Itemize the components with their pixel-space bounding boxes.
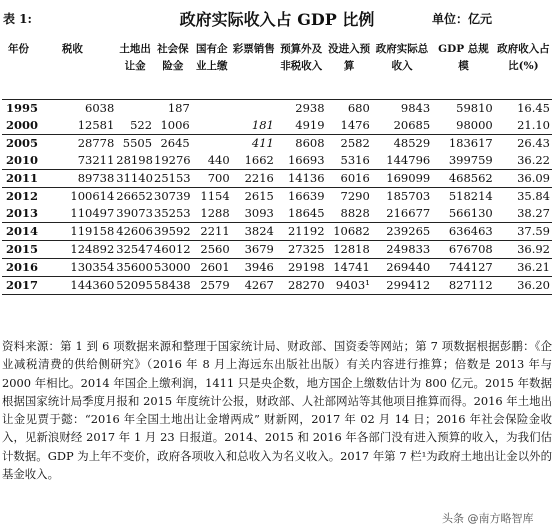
table-cell: 3824 xyxy=(232,223,276,241)
table-cell: 700 xyxy=(192,170,232,188)
table-cell: 110497 xyxy=(56,205,116,223)
table-cell: 48529 xyxy=(393,136,431,150)
table-cell: 26.43 xyxy=(517,136,550,150)
table-cell: 299412 xyxy=(372,277,432,295)
table-cell: 2579 xyxy=(192,277,232,295)
table-cell: 269440 xyxy=(372,259,432,277)
table-cell: 58438 xyxy=(154,277,192,295)
unit-label: 单位：亿元 xyxy=(432,12,493,26)
table-cell: 187 xyxy=(167,101,190,115)
table-cell: 12818 xyxy=(327,241,372,259)
table-row xyxy=(2,259,552,277)
col-header-social: 社会保险金 xyxy=(154,38,192,100)
table-cell: 399759 xyxy=(432,152,495,170)
table-cell: 73211 xyxy=(56,152,116,170)
table-cell: 16639 xyxy=(287,189,325,203)
table-cell: 6038 xyxy=(85,101,115,115)
table-title: 政府实际收入占 GDP 比例 xyxy=(179,10,375,29)
table-cell: 2938 xyxy=(295,101,325,115)
table-cell: 19276 xyxy=(154,152,192,170)
header-row xyxy=(2,38,552,100)
table-cell: 35253 xyxy=(154,205,192,223)
table-cell: 2582 xyxy=(340,136,370,150)
table-cell: 144360 xyxy=(56,277,116,295)
year-cell: 2013 xyxy=(2,205,56,223)
table-cell: 3679 xyxy=(232,241,276,259)
table-cell: 239265 xyxy=(372,223,432,241)
table-cell: 522 xyxy=(116,117,154,135)
table-body xyxy=(2,100,552,295)
table-cell: 1476 xyxy=(327,117,372,135)
year-cell: 2000 xyxy=(2,117,56,135)
table-cell: 566130 xyxy=(432,205,495,223)
table-cell: 827112 xyxy=(432,277,495,295)
table-cell: 468562 xyxy=(432,170,495,188)
table-cell: 36.22 xyxy=(495,152,552,170)
table-row xyxy=(2,135,552,153)
table-cell: 8608 xyxy=(295,136,325,150)
table-cell xyxy=(192,117,232,135)
col-header-ratio: 政府收入占比(%) xyxy=(495,38,552,100)
table-cell: 14136 xyxy=(276,170,327,188)
table-cell: 2615 xyxy=(244,189,274,203)
table-cell: 59810 xyxy=(456,101,493,115)
table-cell: 16.45 xyxy=(517,101,550,115)
col-header-extrabudget: 预算外及非税收入 xyxy=(276,38,327,100)
table-cell: 680 xyxy=(347,101,370,115)
table-cell: 2211 xyxy=(192,223,232,241)
table-cell: 35600 xyxy=(116,259,154,277)
col-header-gdp: GDP 总规模 xyxy=(432,38,495,100)
table-cell: 42606 xyxy=(116,223,154,241)
revenue-table xyxy=(2,38,552,295)
table-cell: 636463 xyxy=(432,223,495,241)
table-cell: 10682 xyxy=(327,223,372,241)
table-cell: 1006 xyxy=(154,117,192,135)
table-cell: 2560 xyxy=(192,241,232,259)
table-cell: 9843 xyxy=(400,101,431,115)
table-cell: 3093 xyxy=(232,205,276,223)
table-row xyxy=(2,277,552,295)
table-cell: 21192 xyxy=(276,223,327,241)
table-cell: 216677 xyxy=(372,205,432,223)
table-cell: 6016 xyxy=(327,170,372,188)
table-cell: 53000 xyxy=(154,259,192,277)
table-cell: 411 xyxy=(251,136,274,150)
table-cell: 2216 xyxy=(232,170,276,188)
table-cell: 3946 xyxy=(232,259,276,277)
table-cell: 25153 xyxy=(154,170,192,188)
table-cell: 1154 xyxy=(200,189,230,203)
table-cell: 36.09 xyxy=(495,170,552,188)
col-header-soe: 国有企业上缴 xyxy=(192,38,232,100)
table-row xyxy=(2,117,552,135)
table-cell: 16693 xyxy=(276,152,327,170)
year-cell: 2012 xyxy=(6,189,39,203)
table-cell: 1288 xyxy=(192,205,232,223)
table-cell: 31140 xyxy=(116,170,154,188)
table-cell: 30739 xyxy=(154,189,191,203)
table-cell: 2601 xyxy=(192,259,232,277)
table-cell: 39073 xyxy=(116,205,154,223)
table-cell xyxy=(192,135,232,153)
table-cell: 1662 xyxy=(232,152,276,170)
table-cell: 440 xyxy=(192,152,232,170)
table-row xyxy=(2,170,552,188)
year-cell: 2005 xyxy=(6,136,39,150)
year-cell: 2015 xyxy=(2,241,56,259)
table-cell: 36.21 xyxy=(495,259,552,277)
table-cell: 2645 xyxy=(160,136,190,150)
watermark: 头条 @南方略智库 xyxy=(442,512,534,525)
table-cell: 100614 xyxy=(70,189,115,203)
table-cell: 518214 xyxy=(448,189,493,203)
table-cell: 185703 xyxy=(386,189,431,203)
table-row xyxy=(2,241,552,259)
table-cell: 27325 xyxy=(276,241,327,259)
table-cell xyxy=(192,100,232,118)
table-cell: 38.27 xyxy=(495,205,552,223)
year-cell: 2011 xyxy=(2,170,56,188)
table-cell: 29198 xyxy=(276,259,327,277)
source-notes: 资料来源：第 1 到 6 项数据来源和整理于国家统计局、财政部、国资委等网站；第 7 项数据根据彭鹏：《企业减税清费的供给侧研究》（2016 年 8 月上海远东出版社出版）有关内容进行推算；倍数是 2013 年与 2000 年相比。2014 年国企上缴利润，1411 只是央企数，地方国企上缴数估计为 800 亿元。2015 年数据根据国家统计局季度月报和 2015 年度统计公报，财政部、人社部网站等其他项目推算而得。2016 年土地出让金见贾于懿：“2016 年全国土地出让金增两成” 财新网，2017 年 02 月 14 日；2016 年社会保险金收入，见新浪财经 2017 年 1 月 23 日报道。2014、2015 和 2016 年各部门没有进入预算的收入，为我们估计数据。GDP 为上年不变价，政府各项收入和总收入为名义收入。2017 年第 7 栏¹为政府土地出让金以外的基金收入。 xyxy=(2,339,552,482)
table-cell: 7290 xyxy=(340,189,370,203)
table-cell: 676708 xyxy=(432,241,495,259)
table-cell: 744127 xyxy=(432,259,495,277)
table-cell: 21.10 xyxy=(495,117,552,135)
col-header-offbudget: 没进入预算 xyxy=(327,38,372,100)
year-cell: 1995 xyxy=(6,101,39,115)
table-row xyxy=(2,188,552,206)
col-header-land: 土地出让金 xyxy=(116,38,154,100)
table-header xyxy=(0,6,554,30)
table-row xyxy=(2,223,552,241)
year-cell: 2014 xyxy=(2,223,56,241)
table-cell: 28778 xyxy=(77,136,115,150)
col-header-lottery: 彩票销售 xyxy=(232,38,276,100)
table-cell: 52095 xyxy=(116,277,154,295)
table-cell: 12581 xyxy=(56,117,116,135)
year-cell: 2016 xyxy=(2,259,56,277)
table-row xyxy=(2,100,552,118)
table-cell: 36.92 xyxy=(495,241,552,259)
col-header-total: 政府实际总收入 xyxy=(372,38,432,100)
year-cell: 2010 xyxy=(2,152,56,170)
table-cell: 9403¹ xyxy=(327,277,372,295)
year-cell: 2017 xyxy=(2,277,56,295)
table-cell: 144796 xyxy=(372,152,432,170)
table-cell: 169099 xyxy=(372,170,432,188)
col-header-year: 年份 xyxy=(2,38,56,100)
table-cell: 183617 xyxy=(448,136,493,150)
table-cell: 26652 xyxy=(116,189,153,203)
table-cell xyxy=(232,100,276,118)
table-cell: 36.20 xyxy=(495,277,552,295)
table-cell: 28270 xyxy=(276,277,327,295)
table-cell: 39592 xyxy=(154,223,192,241)
table-cell: 89738 xyxy=(56,170,116,188)
table-row xyxy=(2,152,552,170)
table-number: 表 1: xyxy=(3,12,32,26)
table-cell: 130354 xyxy=(56,259,116,277)
table-cell: 32547 xyxy=(116,241,154,259)
table-row xyxy=(2,205,552,223)
table-cell: 8828 xyxy=(327,205,372,223)
table-cell: 4919 xyxy=(276,117,327,135)
table-cell: 35.84 xyxy=(517,189,550,203)
table-cell: 124892 xyxy=(56,241,116,259)
table-cell: 37.59 xyxy=(495,223,552,241)
table-cell: 119158 xyxy=(56,223,116,241)
table-cell: 28198 xyxy=(116,152,154,170)
table-cell: 46012 xyxy=(154,241,192,259)
table-cell: 20685 xyxy=(372,117,432,135)
table-cell xyxy=(116,100,154,118)
table-cell: 181 xyxy=(232,117,276,135)
table-cell: 18645 xyxy=(276,205,327,223)
col-header-tax: 税收 xyxy=(56,38,116,100)
table-cell: 14741 xyxy=(327,259,372,277)
table-cell: 249833 xyxy=(372,241,432,259)
table-cell: 4267 xyxy=(232,277,276,295)
table-cell: 98000 xyxy=(432,117,495,135)
table-cell: 5505 xyxy=(122,136,153,150)
table-cell: 5316 xyxy=(327,152,372,170)
